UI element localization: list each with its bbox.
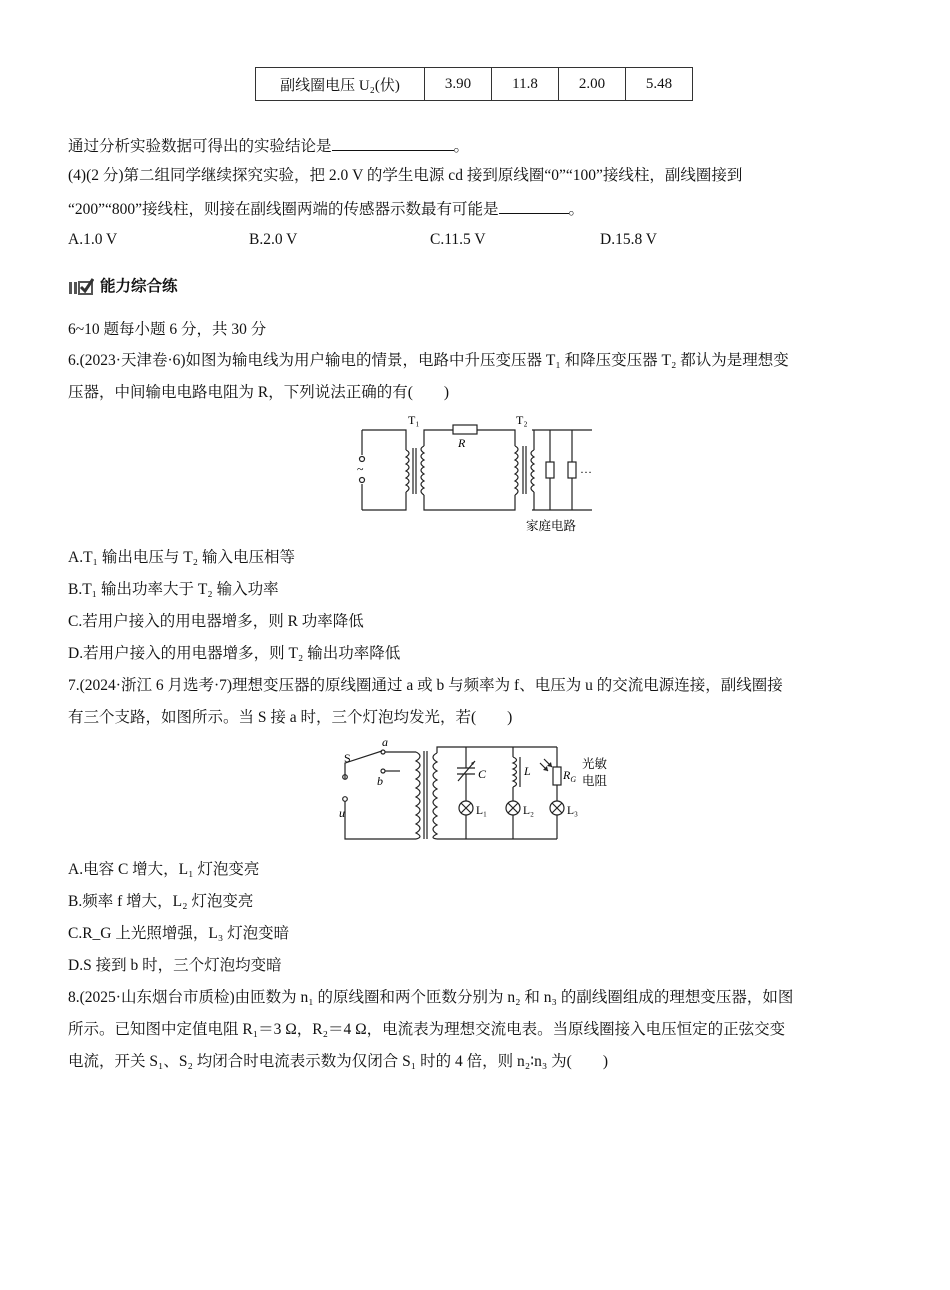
table-cell: 2.00 <box>559 68 626 101</box>
r-label: R <box>458 436 466 450</box>
q4-options <box>68 230 657 250</box>
q8-line3: 电流，开关 S₁、S₂ 均闭合时电流表示数为仅闭合 S₁ 时的 4 倍，则 n₂∶n₃ 为( ) <box>68 1053 608 1070</box>
data-table <box>255 67 693 101</box>
terminal-b-label: b <box>377 774 383 788</box>
lamp-l2-label: L₂ <box>523 805 535 817</box>
q6-option-a[interactable]: A.T₁ 输出电压与 T₂ 输入电压相等 <box>68 549 295 566</box>
q3-conclusion-line <box>68 135 469 157</box>
q8-line2: 所示。已知图中定值电阻 R₁＝3 Ω，R₂＝4 Ω，电流表为理想交流电表。当原线圈接入电压恒定的正弦交变 <box>68 1021 786 1038</box>
q6-line2: 压器，中间输电电路电阻为 R，下列说法正确的有( ) <box>68 384 450 401</box>
q8-line1: 8.(2025·山东烟台市质检)由匝数为 n₁ 的原线圈和两个匝数分别为 n₂ 和 n₃ 的副线圈组成的理想变压器，如图 <box>68 989 794 1006</box>
table-cell: 3.90 <box>425 68 492 101</box>
answer-blank[interactable] <box>499 198 569 214</box>
source-u-label: u <box>339 806 345 820</box>
t1-label: T₁ <box>408 413 420 427</box>
more-loads-ellipsis: … <box>580 462 592 476</box>
table-cell: 11.8 <box>492 68 559 101</box>
q7-option-d[interactable]: D.S 接到 b 时，三个灯泡均变暗 <box>68 957 282 974</box>
q7-line2: 有三个支路，如图所示。当 S 接 a 时，三个灯泡均发光，若( ) <box>68 709 513 726</box>
q7-circuit-figure <box>330 735 620 847</box>
section-title: 能力综合练 <box>100 277 178 295</box>
q4-line1: (4)(2 分)第二组同学继续探究实验，把 2.0 V 的学生电源 cd 接到原线圈“0”“100”接线柱，副线圈接到 <box>68 167 743 184</box>
option-b[interactable]: B.2.0 V <box>249 231 298 248</box>
inductor-label: L <box>524 764 531 778</box>
q7-option-c[interactable]: C.R_G 上光照增强，L₃ 灯泡变暗 <box>68 925 290 942</box>
photoresistor-label-2: 电阻 <box>582 774 608 788</box>
punct: 。 <box>453 138 470 155</box>
punct: 。 <box>568 201 585 218</box>
option-a[interactable]: A.1.0 V <box>68 231 118 248</box>
q7-option-a[interactable]: A.电容 C 增大，L₁ 灯泡变亮 <box>68 861 260 878</box>
option-c[interactable]: C.11.5 V <box>430 231 486 248</box>
home-circuit-caption: 家庭电路 <box>526 519 577 533</box>
t2-label: T₂ <box>516 413 528 427</box>
q6-option-b[interactable]: B.T₁ 输出功率大于 T₂ 输入功率 <box>68 581 279 598</box>
q6-line1: 6.(2023·天津卷·6)如图为输电线为用户输电的情景，电路中升压变压器 T₁ 和降压变压器 T₂ 都认为是理想变 <box>68 352 789 369</box>
q6-option-d[interactable]: D.若用户接入的用电器增多，则 T₂ 输出功率降低 <box>68 645 401 662</box>
answer-blank[interactable] <box>332 135 454 151</box>
table-cell: 5.48 <box>626 68 693 101</box>
terminal-a-label: a <box>382 735 388 749</box>
q4-line2-text: “200”“800”接线柱，则接在副线圈两端的传感器示数最有可能是 <box>68 201 499 218</box>
q6-option-c[interactable]: C.若用户接入的用电器增多，则 R 功率降低 <box>68 613 364 630</box>
ac-source-symbol: ~ <box>357 462 364 476</box>
rg-label: $R_G$ <box>563 768 577 784</box>
q7-line1: 7.(2024·浙江 6 月选考·7)理想变压器的原线圈通过 a 或 b 与频率为 f、电压为 u 的交流电源连接，副线圈接 <box>68 677 783 694</box>
q6-circuit-figure <box>350 410 610 540</box>
lamp-l3-label: L₃ <box>567 805 579 817</box>
section-header <box>68 274 178 297</box>
q7-option-b[interactable]: B.频率 f 增大，L₂ 灯泡变亮 <box>68 893 254 910</box>
switch-s-label: S <box>344 751 351 765</box>
capacitor-label: C <box>478 767 487 781</box>
photoresistor-label-1: 光敏 <box>582 757 608 771</box>
score-note: 6~10 题每小题 6 分，共 30 分 <box>68 321 267 338</box>
lamp-l1-label: L₁ <box>476 805 488 817</box>
table-row-label: 副线圈电压 U₂(伏) <box>256 68 425 101</box>
option-d[interactable]: D.15.8 V <box>600 231 657 248</box>
q3-conclusion-text: 通过分析实验数据可得出的实验结论是 <box>68 138 332 155</box>
checklist-icon <box>68 277 94 297</box>
q4-line2 <box>68 198 584 220</box>
table-row <box>256 68 693 101</box>
